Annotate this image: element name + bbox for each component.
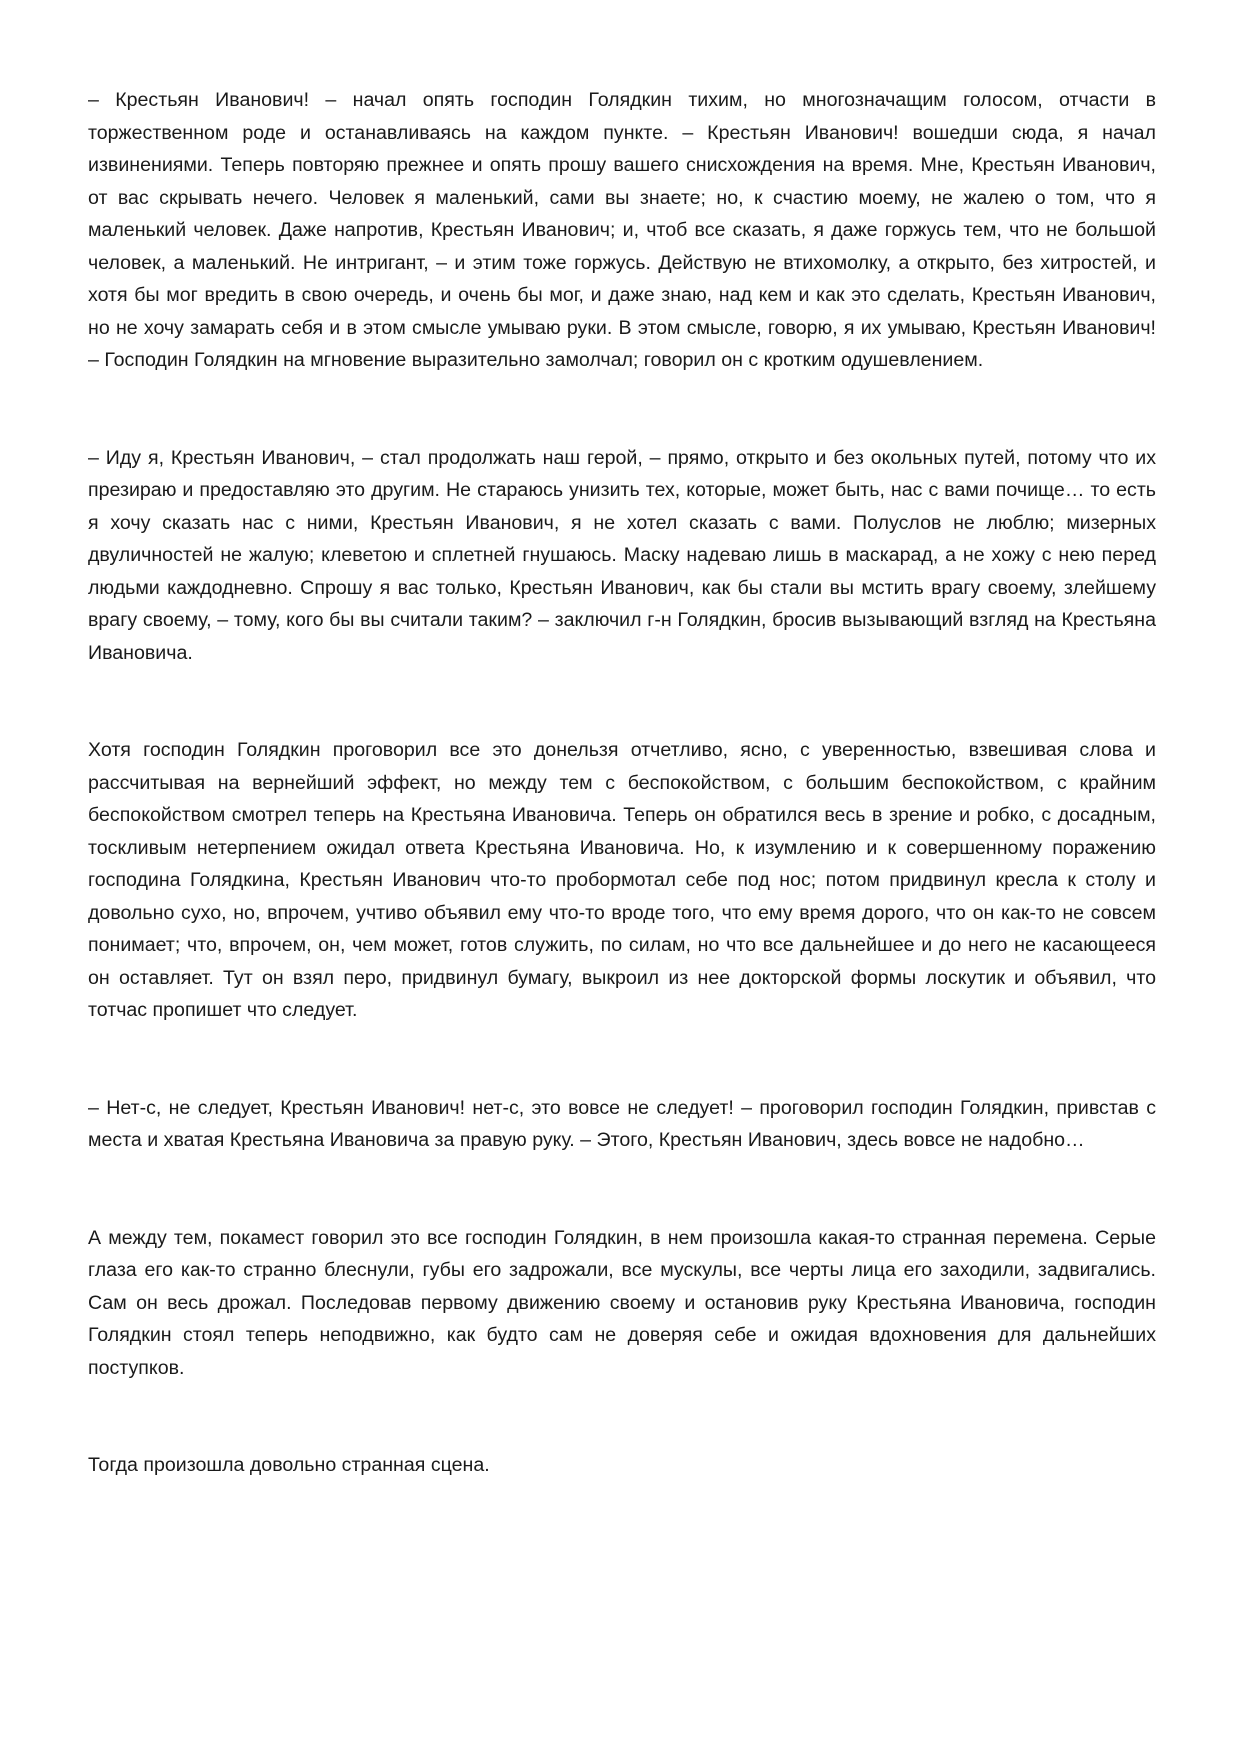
paragraph-1: – Крестьян Иванович! – начал опять господин Голядкин тихим, но многозначащим голосом, отчасти в торжественном роде и останавливаясь на каждом пункте. – Крестьян Иванович! вошедши сюда, я начал извинениями. Теперь повторяю прежнее и опять прошу вашего снисхождения на время. Мне, Крестьян Иванович, от вас скрывать нечего. Человек я маленький, сами вы знаете; но, к счастию моему, не жалею о том, что я маленький человек. Даже напротив, Крестьян Иванович; и, чтоб все сказать, я даже горжусь тем, что не большой человек, а маленький. Не интригант, – и этим тоже горжусь. Действую не втихомолку, а открыто, без хитростей, и хотя бы мог вредить в свою очередь, и очень бы мог, и даже знаю, над кем и как это сделать, Крестьян Иванович, но не хочу замарать себя и в этом смысле умываю руки. В этом смысле, говорю, я их умываю, Крестьян Иванович! – Господин Голядкин на мгновение выразительно замолчал; говорил он с кротким одушевлением. [88, 89, 1156, 371]
paragraph-5: А между тем, покамест говорил это все господин Голядкин, в нем произошла какая-то странная перемена. Серые глаза его как-то странно блеснули, губы его задрожали, все мускулы, все черты лица его заходили, задвигались. Сам он весь дрожал. Последовав первому движению своему и остановив руку Крестьяна Ивановича, господин Голядкин стоял теперь неподвижно, как будто сам не доверяя себе и ожидая вдохновения для дальнейших поступков. [88, 1226, 1156, 1379]
paragraph-4: – Нет-с, не следует, Крестьян Иванович! нет-с, это вовсе не следует! – проговорил господин Голядкин, привстав с места и хватая Крестьяна Ивановича за правую руку. – Этого, Крестьян Иванович, здесь вовсе не надобно… [88, 1096, 1156, 1151]
paragraph-3: Хотя господин Голядкин проговорил все это донельзя отчетливо, ясно, с уверенностью, взвешивая слова и рассчитывая на вернейший эффект, но между тем с беспокойством, с большим беспокойством, с крайним беспокойством смотрел теперь на Крестьяна Ивановича. Теперь он обратился весь в зрение и робко, с досадным, тоскливым нетерпением ожидал ответа Крестьяна Ивановича. Но, к изумлению и к совершенному поражению господина Голядкина, Крестьян Иванович что-то пробормотал себе под нос; потом придвинул кресла к столу и довольно сухо, но, впрочем, учтиво объявил ему что-то вроде того, что ему время дорого, что он как-то не совсем понимает; что, впрочем, он, чем может, готов служить, по силам, но что все дальнейшее и до него не касающееся он оставляет. Тут он взял перо, придвинул бумагу, выкроил из нее докторской формы лоскутик и объявил, что тотчас пропишет что следует. [88, 739, 1156, 1021]
paragraph-2: – Иду я, Крестьян Иванович, – стал продолжать наш герой, – прямо, открыто и без окольных путей, потому что их презираю и предоставляю это другим. Не стараюсь унизить тех, которые, может быть, нас с вами почище… то есть я хочу сказать нас с ними, Крестьян Иванович, я не хотел сказать с вами. Полуслов не люблю; мизерных двуличностей не жалую; клеветою и сплетней гнушаюсь. Маску надеваю лишь в маскарад, а не хожу с нею перед людьми каждодневно. Спрошу я вас только, Крестьян Иванович, как бы стали вы мстить врагу своему, злейшему врагу своему, – тому, кого бы вы считали таким? – заключил г-н Голядкин, бросив вызывающий взгляд на Крестьяна Ивановича. [88, 446, 1156, 664]
document-page [88, 84, 1156, 1482]
paragraph-6: Тогда произошла довольно странная сцена. [88, 1454, 490, 1476]
